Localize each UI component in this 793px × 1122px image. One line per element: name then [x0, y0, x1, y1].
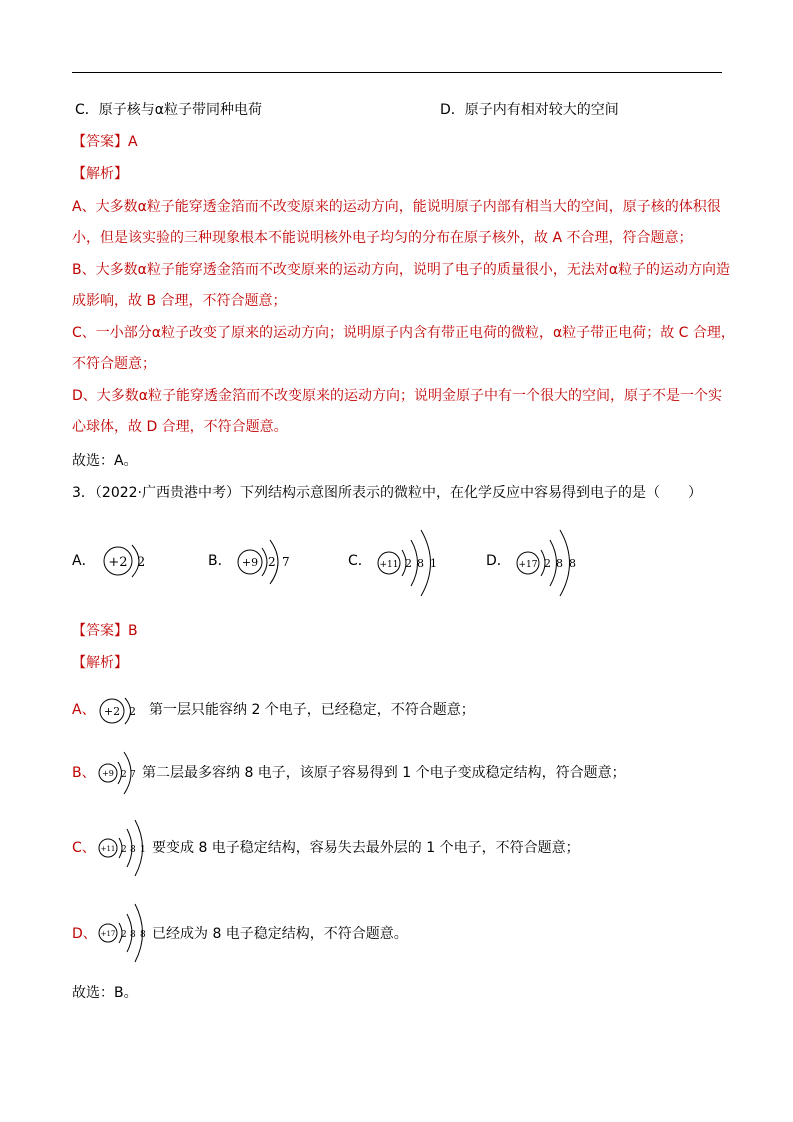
svg-text:2: 2	[129, 705, 136, 718]
q2-analysis-title: 【解析】	[72, 166, 128, 182]
electron-count: 2	[405, 557, 412, 570]
q3-analysis-c-text: 要变成 8 电子稳定结构，容易失去最外层的 1 个电子，不符合题意；	[152, 840, 580, 856]
q3-analysis-d-label: D、	[72, 926, 97, 942]
q3-analysis-a-label: A、	[72, 702, 96, 718]
q3-analysis-d-text: 已经成为 8 电子稳定结构，不符合题意。	[152, 926, 408, 942]
q2-analysis-a-line1: A、大多数α粒子能穿透金箔而不改变原来的运动方向，能说明原子内部有相当大的空间，原子核的体积很	[72, 199, 721, 215]
electron-count: 8	[569, 557, 576, 570]
q3-option-a-label: A．	[72, 553, 96, 569]
option-c: C．原子核与α粒子带同种电荷	[75, 102, 263, 118]
q3-analysis-d-diagram	[96, 902, 152, 964]
svg-text:2: 2	[121, 930, 127, 940]
q3-option-d-diagram	[513, 528, 591, 598]
q3-option-a-diagram	[100, 538, 160, 584]
q2-analysis-b-line1: B、大多数α粒子能穿透金箔而不改变原来的运动方向，说明了电子的质量很小，无法对α粒子的运动方向造	[72, 262, 731, 278]
q3-stem: 3．（2022·广西贵港中考）下列结构示意图所表示的微粒中，在化学反应中容易得到电子的是（ ）	[72, 485, 702, 501]
svg-text:8: 8	[140, 930, 146, 940]
q3-analysis-title: 【解析】	[72, 655, 128, 671]
q3-analysis-b-text: 第二层最多容纳 8 电子，该原子容易得到 1 个电子变成稳定结构，符合题意；	[142, 765, 626, 781]
svg-text:2: 2	[121, 770, 127, 780]
q3-analysis-c-label: C、	[72, 840, 96, 856]
svg-text:8: 8	[130, 930, 136, 940]
nucleus-label: +17	[518, 560, 538, 570]
q2-conclusion: 故选：A。	[72, 453, 138, 469]
q3-option-b-diagram	[234, 535, 306, 589]
q3-analysis-c-diagram	[96, 818, 152, 878]
option-d: D．原子内有相对较大的空间	[440, 102, 619, 118]
q2-analysis-d-line1: D、大多数α粒子能穿透金箔而不改变原来的运动方向；说明金原子中有一个很大的空间，原子不是一个实	[72, 388, 723, 404]
q2-analysis-c-line1: C、一小部分α粒子改变了原来的运动方向；说明原子内含有带正电荷的微粒，α粒子带正电荷；故 C 合理，	[72, 325, 735, 341]
q3-option-c-label: C．	[348, 553, 372, 569]
svg-text:+11: +11	[100, 845, 116, 853]
electron-count: 2	[268, 555, 276, 569]
svg-text:7: 7	[130, 770, 136, 780]
q2-analysis-b-line2: 成影响，故 B 合理，不符合题意；	[72, 293, 287, 309]
q3-answer: 【答案】B	[72, 623, 138, 639]
electron-count: 2	[137, 555, 146, 570]
q3-analysis-b-label: B、	[72, 765, 96, 781]
electron-count: 1	[430, 557, 437, 570]
nucleus-label: +2	[108, 555, 128, 570]
svg-text:+9: +9	[102, 769, 114, 778]
electron-count: 8	[556, 557, 563, 570]
q3-conclusion: 故选：B。	[72, 985, 138, 1001]
svg-text:2: 2	[121, 845, 127, 855]
q3-analysis-b-diagram	[96, 747, 146, 799]
q2-analysis-d-line2: 心球体，故 D 合理，不符合题意。	[72, 419, 288, 435]
header-rule	[72, 72, 722, 73]
nucleus-label: +11	[379, 560, 399, 570]
svg-text:+2: +2	[103, 705, 121, 718]
nucleus-label: +9	[241, 556, 259, 569]
svg-text:1: 1	[140, 845, 146, 855]
q3-analysis-a-diagram	[96, 693, 146, 729]
q3-option-c-diagram	[374, 528, 452, 598]
electron-count: 7	[282, 555, 290, 569]
q2-analysis-a-line2: 小，但是该实验的三种现象根本不能说明核外电子均匀的分布在原子核外，故 A 不合理，符合题意；	[72, 230, 693, 246]
electron-count: 8	[417, 557, 424, 570]
q2-answer: 【答案】A	[72, 134, 138, 150]
svg-text:8: 8	[130, 845, 136, 855]
electron-count: 2	[544, 557, 551, 570]
q3-option-b-label: B．	[208, 553, 232, 569]
q3-analysis-a-text: 第一层只能容纳 2 个电子，已经稳定，不符合题意；	[149, 702, 475, 718]
svg-text:+17: +17	[100, 930, 116, 938]
q2-analysis-c-line2: 不符合题意；	[72, 356, 156, 372]
q3-option-d-label: D．	[486, 553, 511, 569]
